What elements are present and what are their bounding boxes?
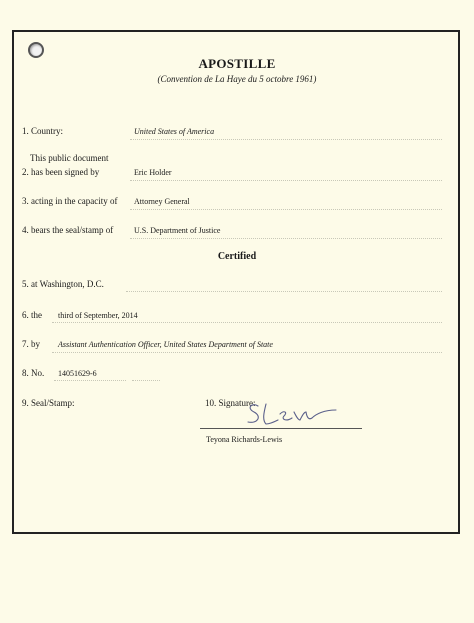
date-label: 6. the [22, 310, 42, 320]
place-label: 5. at Washington, D.C. [22, 279, 104, 289]
country-line [130, 139, 442, 140]
date-line [52, 322, 442, 323]
signature-label: 10. Signature: [205, 398, 256, 408]
signed-by-line [130, 180, 442, 181]
number-value: 14051629-6 [58, 369, 97, 378]
number-label: 8. No. [22, 368, 45, 378]
number-suffix-line [132, 380, 160, 381]
signature-line [200, 428, 362, 429]
by-value: Assistant Authentication Officer, United States Department of State [58, 340, 273, 349]
signed-by-value: Eric Holder [134, 168, 172, 177]
handwritten-signature [244, 396, 344, 432]
page-title: APOSTILLE [198, 56, 276, 71]
capacity-line [130, 209, 442, 210]
by-line [52, 352, 442, 353]
seal-bearer-value: U.S. Department of Justice [134, 226, 221, 235]
certified-heading: Certified [217, 251, 257, 262]
country-label: 1. Country: [22, 126, 64, 136]
by-label: 7. by [22, 339, 40, 349]
capacity-label: 3. acting in the capacity of [22, 196, 118, 206]
capacity-value: Attorney General [134, 197, 190, 206]
country-value: United States of America [134, 127, 215, 136]
number-line [54, 380, 126, 381]
seal-bearer-label: 4. bears the seal/stamp of [22, 225, 114, 235]
place-line [126, 291, 442, 292]
seal-stamp-label: 9. Seal/Stamp: [22, 398, 75, 408]
signer-name: Teyona Richards-Lewis [206, 435, 283, 444]
public-document-label: This public document [30, 153, 109, 163]
date-value: third of September, 2014 [58, 311, 138, 320]
page-subtitle: (Convention de La Haye du 5 octobre 1961) [157, 74, 317, 84]
seal-bearer-line [130, 238, 442, 239]
signed-by-label: 2. has been signed by [22, 167, 100, 177]
